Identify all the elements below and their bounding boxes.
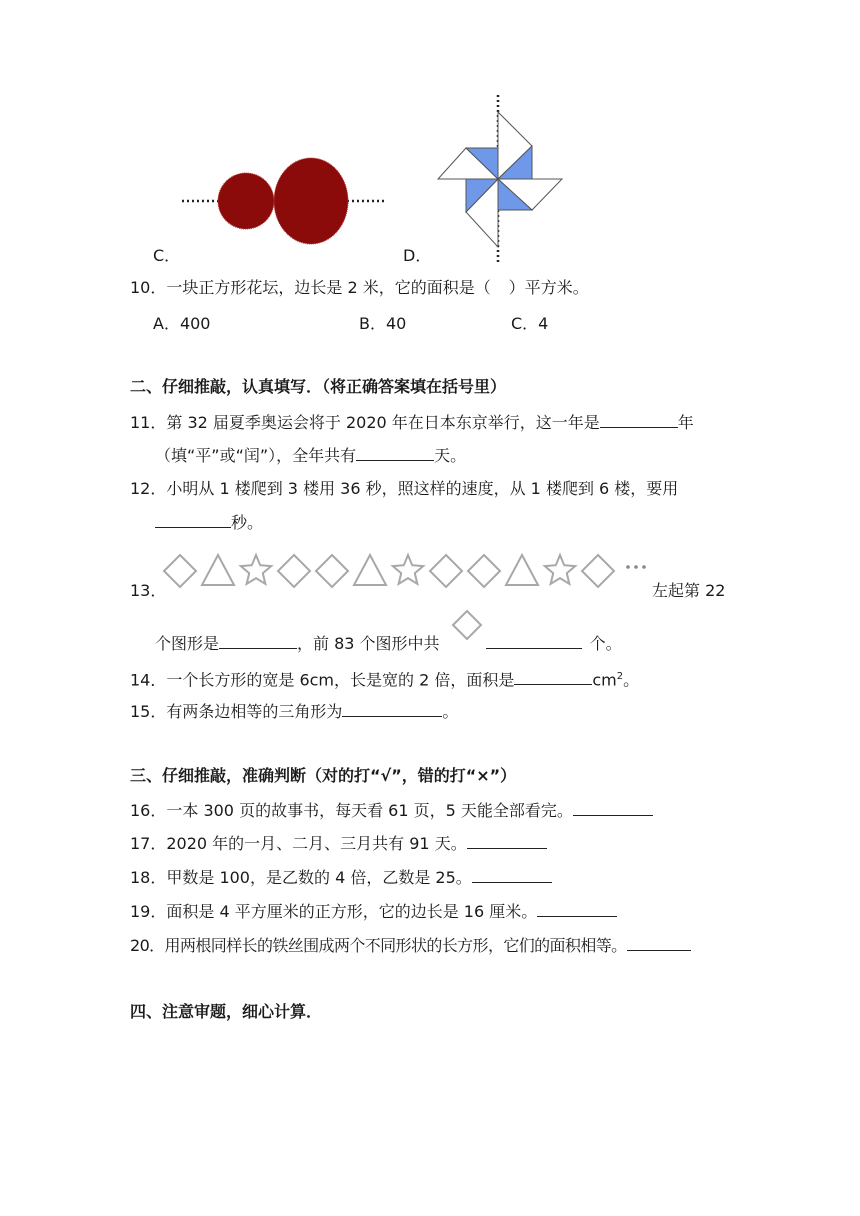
ellipsis-dot	[642, 565, 646, 569]
triangle-shape	[354, 555, 386, 585]
triangle-shape	[202, 555, 234, 585]
question-14	[130, 666, 639, 691]
answer-blank[interactable]	[514, 668, 592, 685]
question-16	[130, 799, 653, 822]
answer-blank[interactable]	[627, 934, 691, 951]
question-10-text: 10．一块正方形花坛，边长是 2 米，它的面积是（	[130, 278, 491, 297]
question-20	[130, 934, 691, 957]
answer-blank[interactable]	[155, 511, 231, 528]
diamond-shape	[164, 555, 196, 587]
answer-blank[interactable]	[356, 444, 434, 461]
question-19	[130, 900, 617, 923]
section-2-heading: 二、仔细推敲，认真填写．（将正确答案填在括号里）	[130, 377, 507, 396]
question-11-unit: 年	[677, 413, 694, 432]
question-15-end: 。	[442, 702, 459, 721]
answer-blank[interactable]	[486, 632, 582, 649]
question-13-text-right: 左起第 22	[652, 581, 726, 600]
shape-sequence-figure	[160, 545, 650, 595]
question-11-text-2: （填“平”或“闰”），全年共有	[155, 446, 357, 465]
diamond-shape	[316, 555, 348, 587]
diamond-shape	[582, 555, 614, 587]
star-shape	[241, 555, 271, 584]
answer-blank[interactable]	[472, 866, 552, 883]
question-15	[130, 700, 458, 723]
diamond-shape	[430, 555, 462, 587]
answer-blank[interactable]	[600, 411, 678, 428]
figure-d-pinwheel	[432, 92, 572, 267]
question-11-text: 11．第 32 届夏季奥运会将于 2020 年在日本东京举行，这一年是	[130, 413, 600, 432]
question-10	[130, 277, 589, 299]
option-d-label: D．	[403, 246, 432, 265]
section-3-heading: 三、仔细推敲，准确判断（对的打“√”，错的打“×”）	[130, 766, 517, 785]
question-18-text: 18．甲数是 100，是乙数的 4 倍，乙数是 25。	[130, 868, 472, 887]
choice-b: B．40	[359, 314, 407, 333]
choice-a: A．400	[153, 314, 211, 333]
answer-blank[interactable]	[573, 799, 653, 816]
large-circle	[274, 158, 348, 244]
triangle-shape	[506, 555, 538, 585]
section-4-heading: 四、注意审题，细心计算．	[130, 1002, 323, 1021]
question-14-end: 。	[623, 670, 640, 690]
question-20-text: 20．用两根同样长的铁丝围成两个不同形状的长方形，它们的面积相等。	[130, 936, 627, 955]
answer-blank[interactable]	[342, 700, 442, 717]
diamond-shape	[468, 555, 500, 587]
question-13-text: 个图形是	[155, 634, 220, 653]
question-16-text: 16．一本 300 页的故事书，每天看 61 页，5 天能全部看完。	[130, 801, 573, 820]
star-shape	[545, 555, 575, 584]
star-shape	[393, 555, 423, 584]
question-12-line-1: 12．小明从 1 楼爬到 3 楼用 36 秒，照这样的速度，从 1 楼爬到 6 楼，要用	[130, 479, 679, 498]
question-12-unit: 秒。	[231, 513, 264, 532]
question-17-text: 17．2020 年的一月、二月、三月共有 91 天。	[130, 834, 467, 853]
question-11-line-2	[155, 444, 466, 467]
question-15-text: 15．有两条边相等的三角形为	[130, 702, 343, 721]
unit-superscript: 2	[616, 671, 624, 682]
ellipsis-dot	[626, 565, 630, 569]
choice-c: C．4	[511, 314, 549, 333]
figure-c-circles	[180, 155, 400, 255]
answer-blank[interactable]	[537, 900, 617, 917]
question-18	[130, 866, 552, 889]
answer-blank[interactable]	[219, 632, 297, 649]
diamond-shape	[278, 555, 310, 587]
question-10-text-end: ）平方米。	[508, 278, 589, 297]
question-13-line-2	[155, 632, 622, 655]
answer-blank[interactable]	[467, 832, 547, 849]
question-13-label: 13．	[130, 581, 167, 600]
question-12-line-2	[155, 511, 263, 534]
option-c-label: C．	[153, 246, 181, 265]
question-14-unit: cm	[592, 670, 617, 690]
ellipsis-dot	[634, 565, 638, 569]
question-11-line-1	[130, 411, 694, 434]
question-13-unit: 个。	[589, 634, 622, 653]
question-14-text: 14．一个长方形的宽是 6cm，长是宽的 2 倍，面积是	[130, 670, 515, 690]
question-13-text-2: ，前 83 个图形中共	[297, 634, 440, 653]
question-17	[130, 832, 547, 855]
small-circle	[218, 173, 274, 229]
question-19-text: 19．面积是 4 平方厘米的正方形，它的边长是 16 厘米。	[130, 902, 538, 921]
question-11-unit-2: 天。	[434, 446, 467, 465]
